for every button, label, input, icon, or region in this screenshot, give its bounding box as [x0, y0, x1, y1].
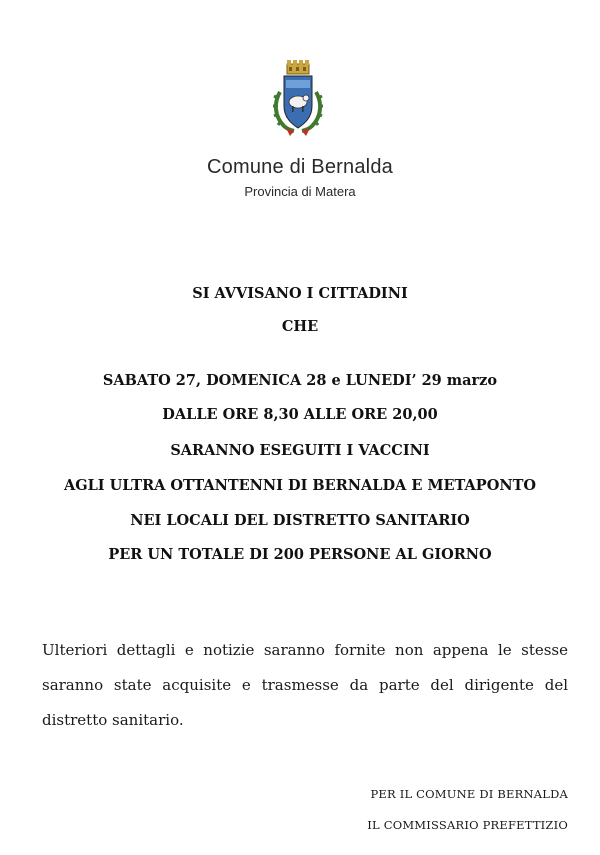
notice-line-5: SARANNO ESEGUITI I VACCINI	[170, 442, 430, 459]
notice-line-7: NEI LOCALI DEL DISTRETTO SANITARIO	[130, 512, 470, 529]
notice-line-1: SI AVVISANO I CITTADINI	[192, 285, 408, 302]
details-paragraph: Ulteriori dettagli e notizie saranno fornite non appena le stesse saranno state acquisite e trasmesse da parte del dirigente del distretto sanitario.	[42, 641, 568, 729]
coat-of-arms-icon	[272, 58, 324, 138]
signature-line-1: PER IL COMUNE DI BERNALDA	[370, 787, 568, 801]
notice-line-6: AGLI ULTRA OTTANTENNI DI BERNALDA E METAPONTO	[63, 477, 537, 494]
organization-name: Comune di Bernalda	[207, 156, 393, 178]
notice-line-4: DALLE ORE 8,30 ALLE ORE 20,00	[162, 406, 438, 423]
notice-line-3: SABATO 27, DOMENICA 28 e LUNEDI’ 29 marzo	[102, 372, 498, 389]
notice-line-8: PER UN TOTALE DI 200 PERSONE AL GIORNO	[108, 546, 492, 563]
notice-line-2: CHE	[281, 318, 319, 335]
province-name: Provincia di Matera	[244, 184, 356, 199]
signature-line-2: IL COMMISSARIO PREFETTIZIO	[367, 818, 568, 832]
